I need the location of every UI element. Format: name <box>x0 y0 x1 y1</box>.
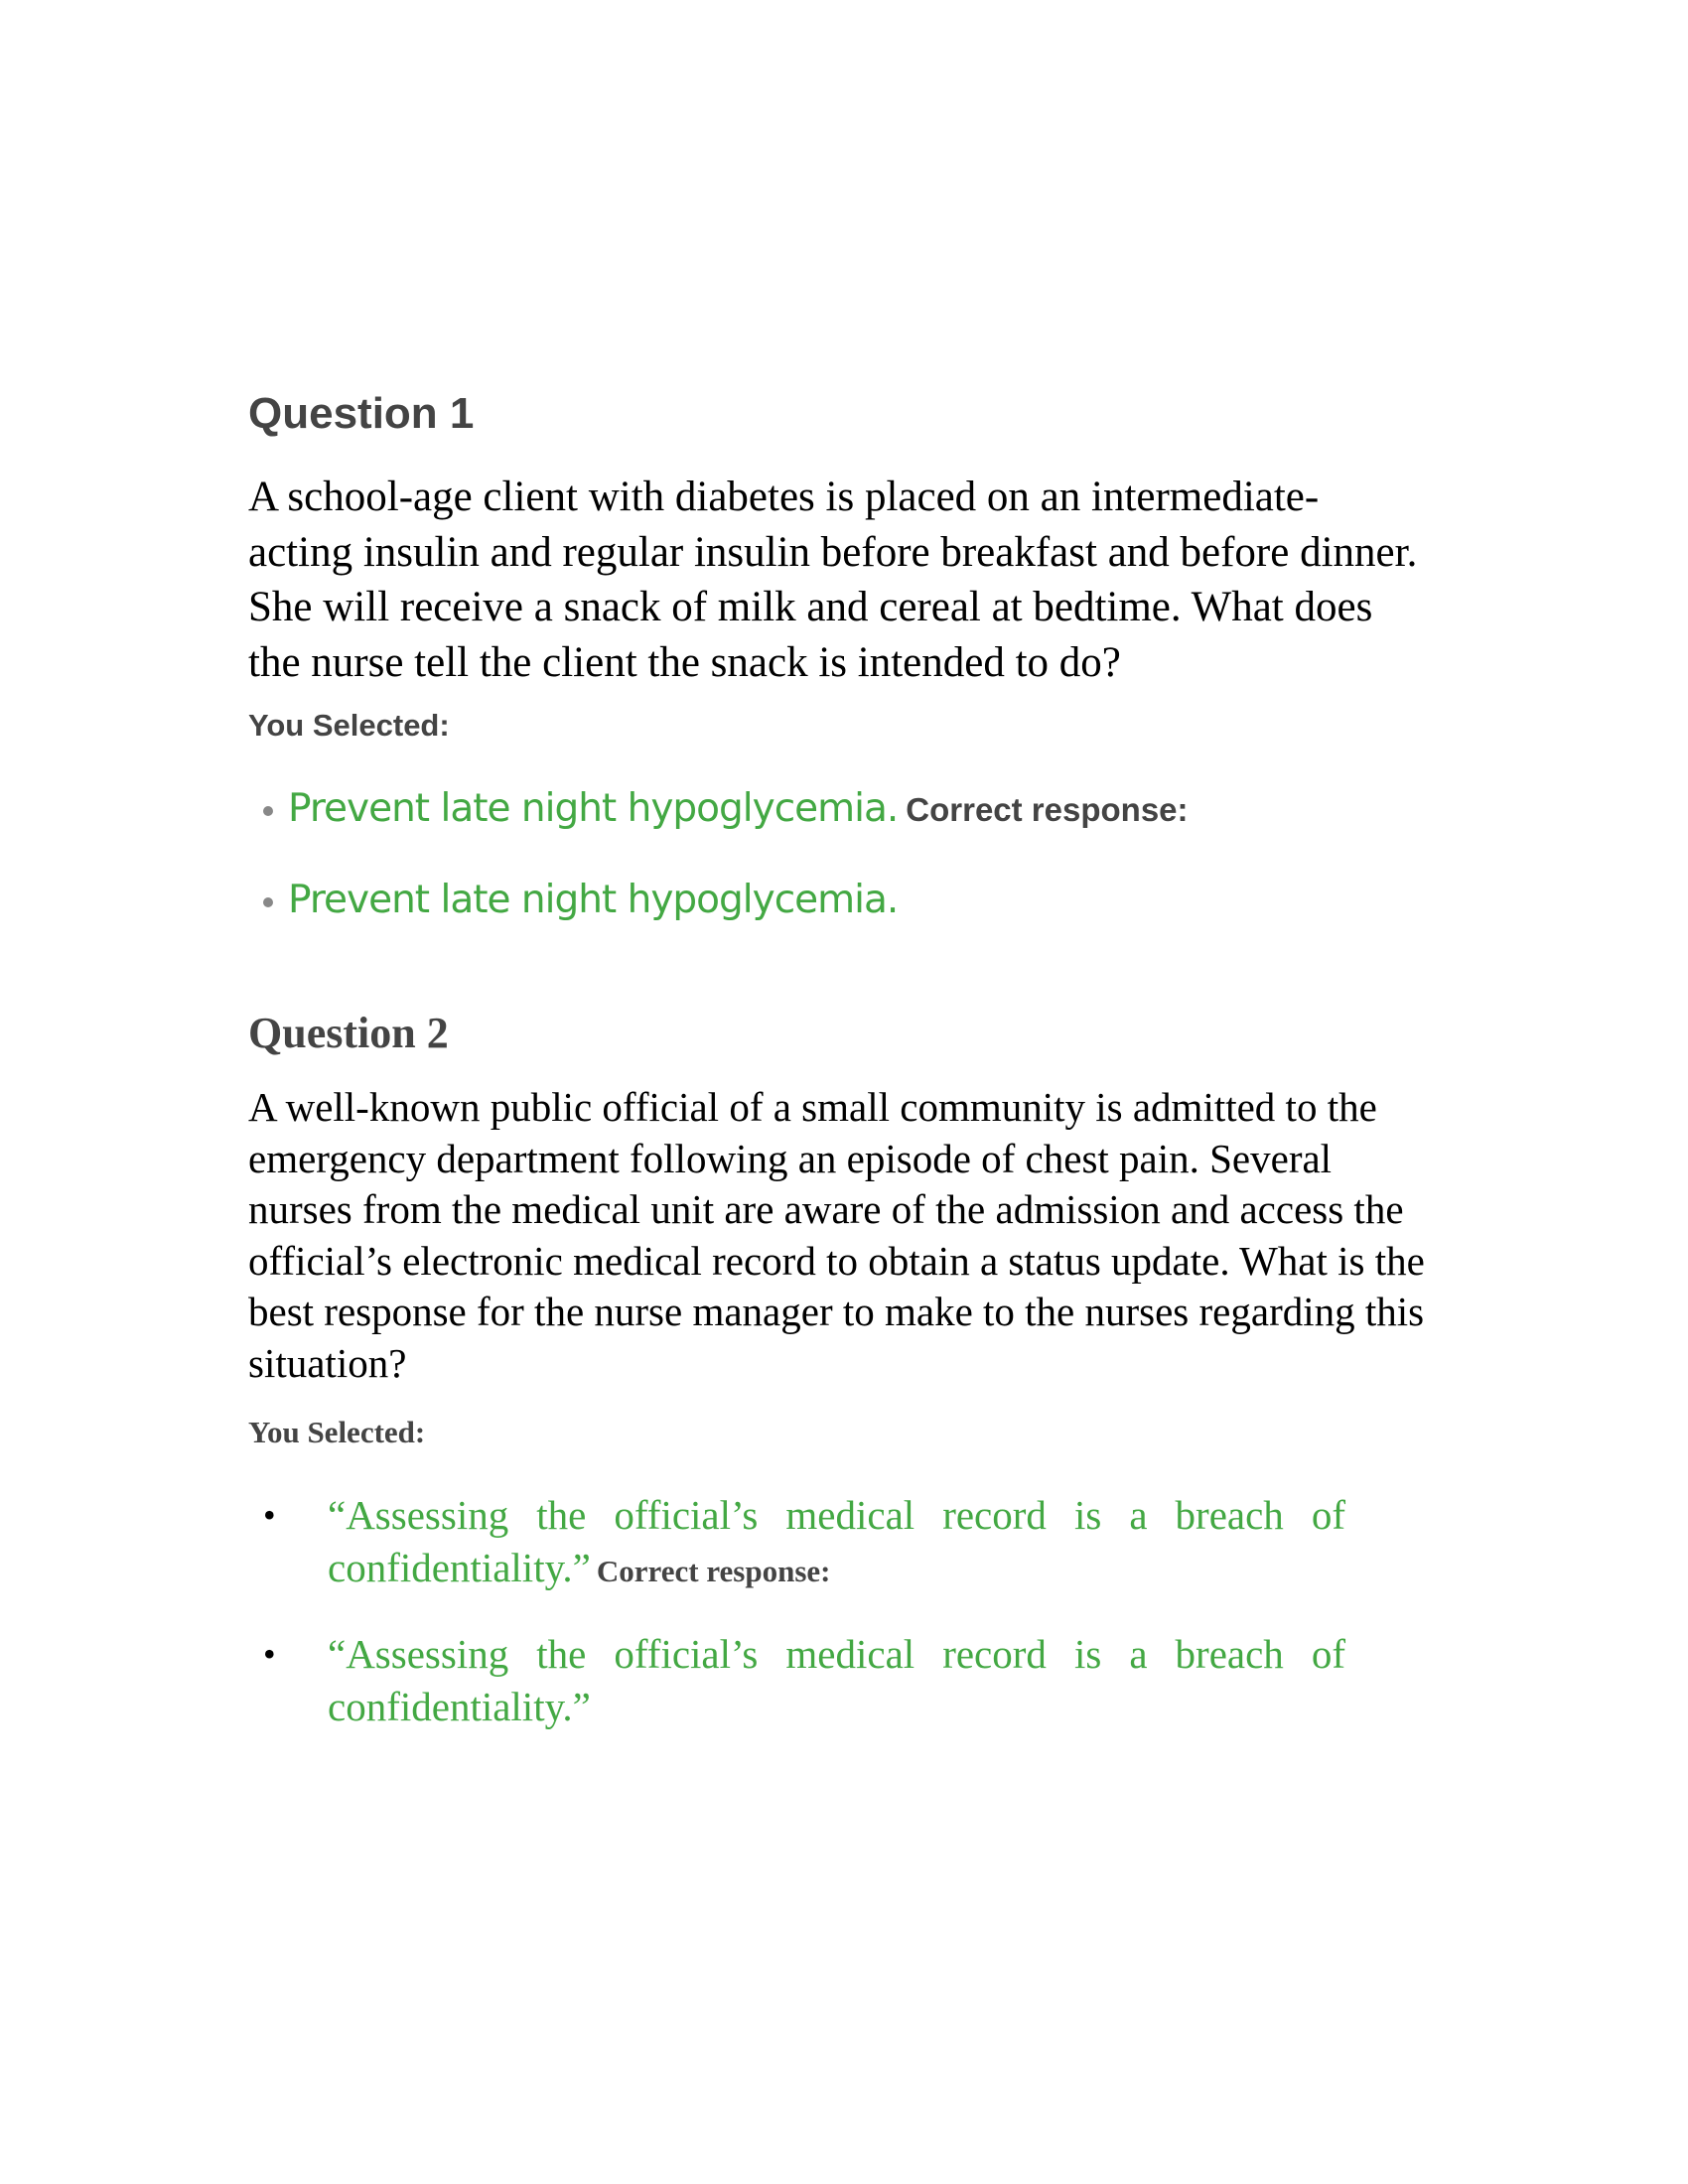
question-1-selected-label: You Selected: <box>248 708 450 743</box>
question-2-correct-label: Correct response: <box>596 1554 831 1588</box>
question-2-selected-label: You Selected: <box>248 1415 426 1449</box>
question-2-text: A well-known public official of a small community is admitted to the emergency department following an episode of chest pain. Several nurses from the medical unit are aware of the admission and access the official’s electronic medical record to obtain a status update. What is the best response for the nurse manager to make to the nurses regarding this situation? <box>248 1084 1425 1386</box>
question-1-selected-answer <box>288 786 1189 831</box>
bullet-icon: • <box>263 1495 276 1535</box>
selected-answer-text: “Assessing the official’s medical record is a breach of confidentiality.” <box>328 1492 1345 1590</box>
selected-answer-text: Prevent late night hypoglycemia. <box>288 786 899 831</box>
question-2-title: Question 2 <box>248 1009 449 1057</box>
correct-answer-text: “Assessing the official’s medical record is a breach of confidentiality.” <box>328 1631 1345 1729</box>
bullet-icon <box>263 806 273 816</box>
correct-answer-text: Prevent late night hypoglycemia. <box>288 878 899 922</box>
bullet-icon: • <box>263 1634 276 1674</box>
question-2-selected-answer <box>263 1489 1345 1597</box>
question-1-text: A school-age client with diabetes is placed on an intermediate-acting insulin and regular insulin before breakfast and before dinner. She will receive a snack of milk and cereal at bedtime. What does the nurse tell the client the snack is intended to do? <box>248 474 1418 686</box>
question-2-correct-answer <box>263 1628 1345 1733</box>
question-1-correct-label: Correct response: <box>906 791 1189 828</box>
question-1-correct-answer <box>288 878 898 922</box>
bullet-icon <box>263 897 273 907</box>
question-1-title: Question 1 <box>248 389 475 438</box>
